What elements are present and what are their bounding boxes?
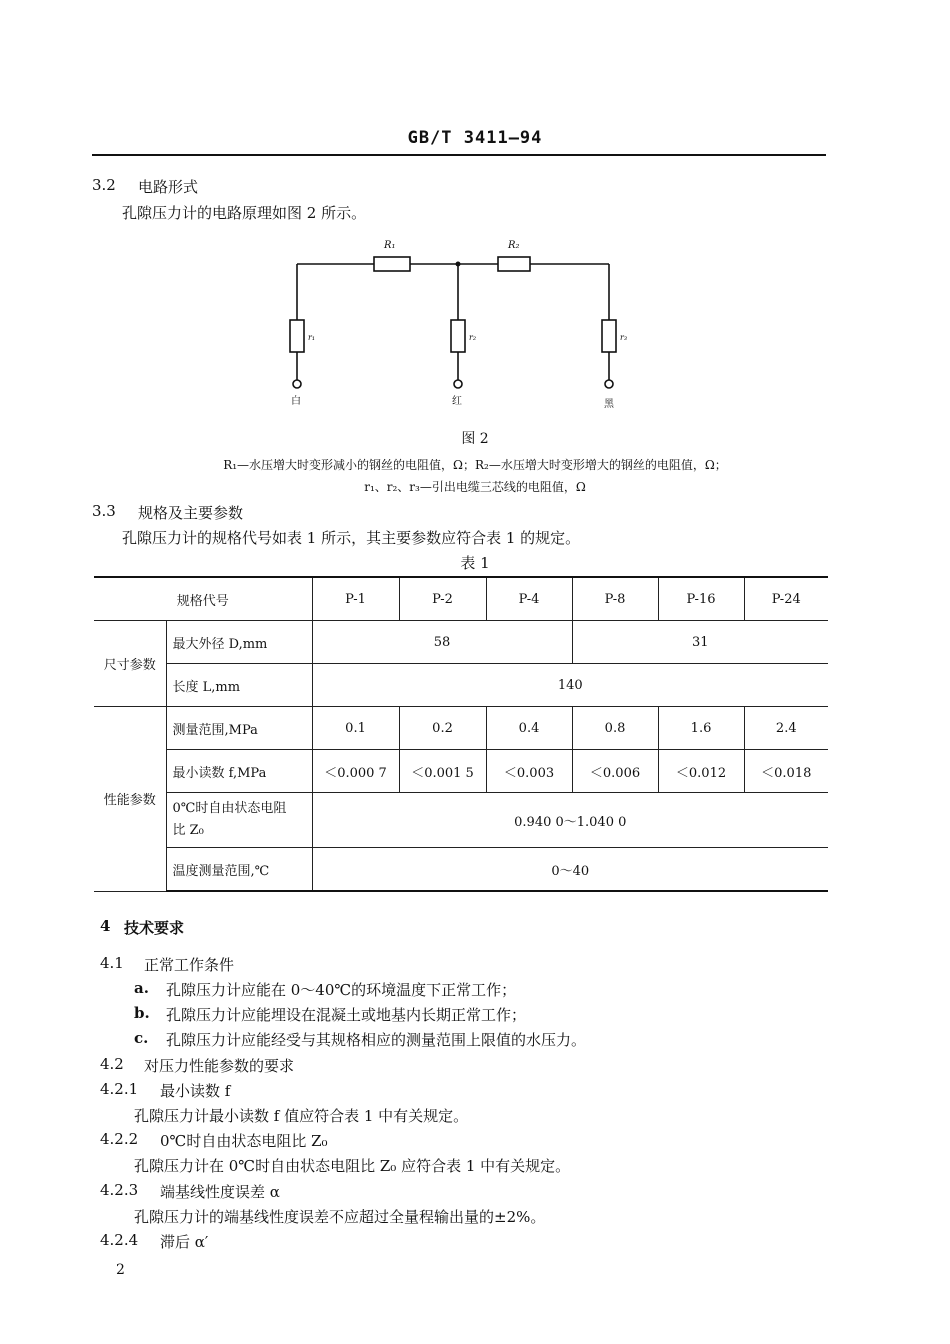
minread-cell: ＜0.018	[744, 750, 828, 793]
minread-cell: ＜0.001 5	[399, 750, 486, 793]
spec-label-cell: 规格代号	[94, 577, 312, 621]
section-4-2-4-heading: 滞后 α′	[160, 1233, 209, 1251]
terminal-black-label: 黑	[604, 399, 614, 410]
label-r1: r₁	[308, 333, 316, 342]
size-group-cell: 尺寸参数	[94, 621, 166, 707]
terminal-white-label: 白	[291, 396, 301, 407]
section-4-2-3-heading: 端基线性度误差 α	[160, 1183, 280, 1201]
resistor-R1	[374, 257, 410, 271]
minread-cell: ＜0.006	[572, 750, 658, 793]
page-number: 2	[116, 1262, 125, 1278]
model-cell: P-1	[312, 577, 399, 621]
section-4-1-number: 4.1	[100, 954, 124, 972]
model-cell: P-16	[658, 577, 744, 621]
range-cell: 0.1	[312, 707, 399, 750]
model-cell: P-4	[486, 577, 572, 621]
z0-label-cell	[166, 793, 312, 848]
temp-label-cell: 温度测量范围,℃	[166, 848, 312, 892]
circuit-diagram	[270, 232, 650, 414]
diameter-value-b: 31	[572, 621, 828, 664]
model-cell: P-8	[572, 577, 658, 621]
table-row	[94, 577, 828, 621]
resistor-R2	[498, 257, 530, 271]
table-row	[94, 707, 828, 750]
diameter-label-cell: 最大外径 D,mm	[166, 621, 312, 664]
range-cell: 0.4	[486, 707, 572, 750]
table-1	[94, 576, 828, 892]
section-3-2-heading: 电路形式	[138, 178, 199, 196]
item-c-mark: c.	[134, 1029, 149, 1047]
item-a-text: 孔隙压力计应能在 0～40℃的环境温度下正常工作；	[166, 981, 517, 999]
header-rule	[92, 154, 826, 156]
section-4-2-3-number: 4.2.3	[100, 1181, 139, 1199]
section-4-number: 4	[100, 917, 111, 935]
resistor-r3	[602, 320, 616, 352]
z0-label-line-2: 比 Z₀	[172, 823, 204, 838]
section-3-3-number: 3.3	[92, 502, 116, 520]
label-R2: R₂	[508, 240, 520, 251]
minread-cell: ＜0.012	[658, 750, 744, 793]
standard-code-header: GB/T 3411—94	[407, 128, 543, 148]
model-cell: P-2	[399, 577, 486, 621]
table-row	[94, 750, 828, 793]
section-4-2-2-text: 孔隙压力计在 0℃时自由状态电阻比 Z₀ 应符合表 1 中有关规定。	[134, 1157, 571, 1175]
range-label-cell: 测量范围,MPa	[166, 707, 312, 750]
table-1-title: 表 1	[460, 554, 490, 572]
label-r3: r₃	[620, 333, 628, 342]
range-cell: 0.2	[399, 707, 486, 750]
length-value-cell: 140	[312, 664, 828, 707]
item-b-text: 孔隙压力计应能埋设在混凝土或地基内长期正常工作；	[166, 1006, 527, 1024]
section-4-2-1-text: 孔隙压力计最小读数 f 值应符合表 1 中有关规定。	[134, 1107, 469, 1125]
range-cell: 1.6	[658, 707, 744, 750]
minread-cell: ＜0.003	[486, 750, 572, 793]
minread-label-cell: 最小读数 f,MPa	[166, 750, 312, 793]
section-3-2-number: 3.2	[92, 176, 116, 194]
section-4-2-number: 4.2	[100, 1055, 124, 1073]
z0-value-cell: 0.940 0～1.040 0	[312, 793, 828, 848]
section-4-2-heading: 对压力性能参数的要求	[144, 1057, 295, 1075]
perf-group-cell: 性能参数	[94, 707, 166, 892]
section-4-2-4-number: 4.2.4	[100, 1231, 139, 1249]
section-4-heading: 技术要求	[124, 919, 185, 937]
label-r2: r₂	[469, 333, 477, 342]
table-row	[94, 664, 828, 707]
table-row	[94, 793, 828, 848]
figure-legend-line-1: R₁—水压增大时变形减小的钢丝的电阻值，Ω；R₂—水压增大时变形增大的钢丝的电阻值，Ω；	[223, 458, 727, 472]
z0-label-line-1: 0℃时自由状态电阻	[172, 801, 287, 816]
label-R1: R₁	[384, 240, 396, 251]
diameter-value-a: 58	[312, 621, 572, 664]
minread-cell: ＜0.000 7	[312, 750, 399, 793]
table-row	[94, 621, 828, 664]
section-4-2-2-number: 4.2.2	[100, 1130, 139, 1148]
section-4-2-1-number: 4.2.1	[100, 1080, 139, 1098]
section-4-2-2-heading: 0℃时自由状态电阻比 Z₀	[160, 1132, 328, 1150]
item-c-text: 孔隙压力计应能经受与其规格相应的测量范围上限值的水压力。	[166, 1031, 587, 1049]
section-4-2-3-text: 孔隙压力计的端基线性度误差不应超过全量程输出量的±2%。	[134, 1208, 546, 1226]
range-cell: 0.8	[572, 707, 658, 750]
resistor-r2	[451, 320, 465, 352]
section-3-2-text: 孔隙压力计的电路原理如图 2 所示。	[122, 204, 367, 222]
section-4-1-heading: 正常工作条件	[144, 956, 235, 974]
range-cell: 2.4	[744, 707, 828, 750]
temp-value-cell: 0～40	[312, 848, 828, 892]
figure-legend-line-2: r₁、r₂、r₃—引出电缆三芯线的电阻值，Ω	[364, 480, 586, 494]
section-4-2-1-heading: 最小读数 f	[160, 1082, 231, 1100]
resistor-r1	[290, 320, 304, 352]
terminal-red-label: 红	[452, 396, 462, 407]
figure-caption: 图 2	[461, 431, 489, 447]
item-a-mark: a.	[134, 979, 149, 997]
item-b-mark: b.	[134, 1004, 150, 1022]
table-row	[94, 848, 828, 892]
section-3-3-heading: 规格及主要参数	[138, 504, 244, 522]
section-3-3-text: 孔隙压力计的规格代号如表 1 所示，其主要参数应符合表 1 的规定。	[122, 529, 581, 547]
length-label-cell: 长度 L,mm	[166, 664, 312, 707]
model-cell: P-24	[744, 577, 828, 621]
